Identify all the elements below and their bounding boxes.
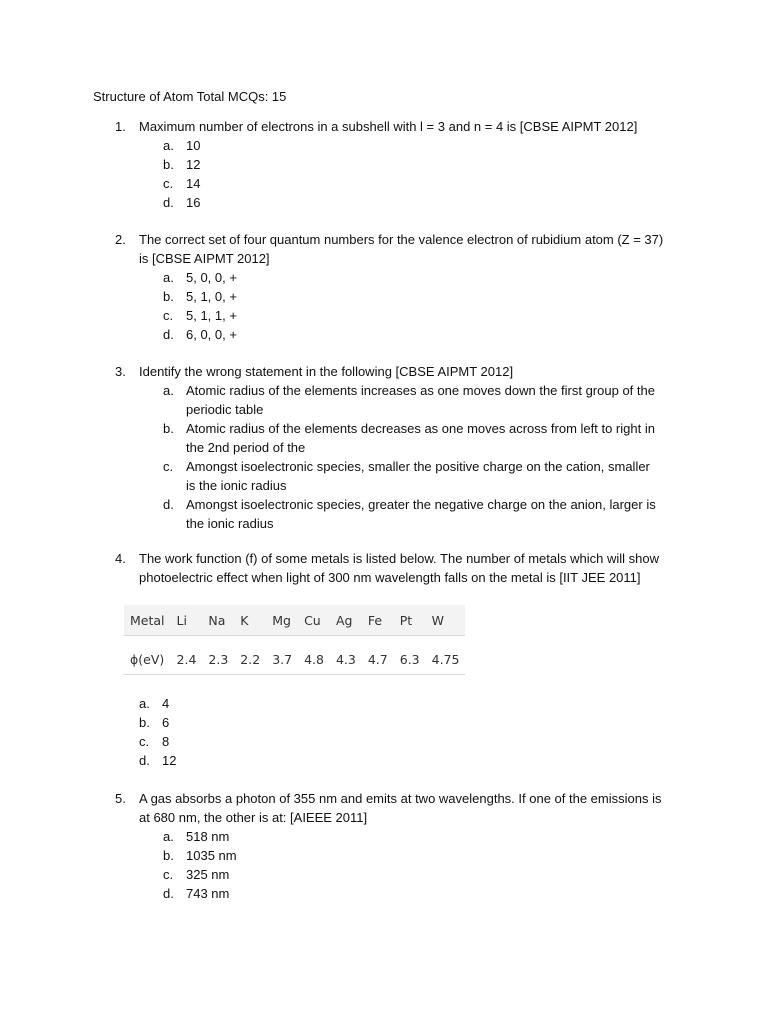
option-a: [163, 136, 656, 155]
option-a: [163, 268, 656, 287]
table-cell: 2.4: [171, 644, 203, 675]
table-cell: 4.75: [426, 644, 466, 675]
table-header-cell: Cu: [298, 605, 330, 636]
option-letter: a.: [163, 270, 174, 285]
table-header-cell: Fe: [362, 605, 394, 636]
option-letter: d.: [163, 327, 174, 342]
option-d: [163, 884, 656, 903]
option-text: 6: [162, 715, 170, 730]
table-cell: 4.7: [362, 644, 394, 675]
option-letter: b.: [163, 289, 174, 304]
table-header-cell: Li: [171, 605, 203, 636]
option-a: [163, 827, 656, 846]
option-a: [163, 381, 656, 419]
option-c: [163, 865, 656, 884]
option-list: [163, 136, 675, 212]
option-text: 10: [186, 138, 201, 153]
option-letter: c.: [163, 176, 174, 191]
option-b: [163, 155, 656, 174]
option-c: [163, 306, 656, 325]
option-list: [139, 694, 699, 770]
option-text: 12: [186, 157, 201, 172]
option-letter: c.: [139, 734, 150, 749]
option-letter: b.: [139, 715, 150, 730]
option-list: [163, 268, 675, 344]
table-header-cell: W: [426, 605, 466, 636]
option-text: 325 nm: [186, 867, 230, 882]
option-c: [163, 457, 656, 495]
table-cell: 4.3: [330, 644, 362, 675]
question-number: 1.: [115, 119, 126, 134]
question-stem: [115, 117, 675, 136]
question-number: 2.: [115, 232, 126, 247]
question-text: The correct set of four quantum numbers for the valence electron of rubidium atom (Z = 37) is [CBSE AIPMT 2012]: [139, 232, 664, 266]
option-letter: c.: [163, 459, 174, 474]
option-b: [163, 419, 656, 457]
question-1: [115, 117, 675, 212]
option-letter: a.: [163, 829, 174, 844]
option-letter: c.: [163, 867, 174, 882]
option-text: 8: [162, 734, 170, 749]
option-letter: d.: [163, 195, 174, 210]
option-letter: a.: [163, 383, 174, 398]
option-text: 5, 1, 0, +: [186, 289, 237, 304]
option-letter: b.: [163, 421, 174, 436]
option-letter: d.: [163, 497, 174, 512]
option-text: 518 nm: [186, 829, 230, 844]
option-letter: a.: [163, 138, 174, 153]
option-letter: c.: [163, 308, 174, 323]
question-text: Identify the wrong statement in the following [CBSE AIPMT 2012]: [139, 364, 514, 379]
option-text: Atomic radius of the elements increases as one moves down the first group of the periodic table: [186, 383, 655, 417]
document-title: Structure of Atom Total MCQs: 15: [93, 89, 287, 104]
question-stem: [115, 230, 675, 268]
option-text: 5, 0, 0, +: [186, 270, 237, 285]
question-number: 5.: [115, 791, 126, 806]
table-header-cell: Pt: [394, 605, 426, 636]
option-text: 12: [162, 753, 177, 768]
table-row: [124, 644, 465, 675]
option-a: [139, 694, 699, 713]
option-text: 1035 nm: [186, 848, 237, 863]
question-number: 3.: [115, 364, 126, 379]
question-text: A gas absorbs a photon of 355 nm and emits at two wavelengths. If one of the emissions is at 680 nm, the other is at: [AIEEE 2011]: [139, 791, 662, 825]
option-text: 743 nm: [186, 886, 230, 901]
question-number: 4.: [115, 551, 126, 566]
option-b: [163, 287, 656, 306]
option-text: 6, 0, 0, +: [186, 327, 237, 342]
option-text: 14: [186, 176, 201, 191]
question-4-options: [139, 694, 699, 770]
question-stem: [115, 362, 675, 381]
table-header-cell: Na: [202, 605, 234, 636]
question-3: [115, 362, 675, 533]
option-text: Amongst isoelectronic species, greater the negative charge on the anion, larger is the ionic radius: [186, 497, 656, 531]
table-cell: 2.3: [202, 644, 234, 675]
option-text: 5, 1, 1, +: [186, 308, 237, 323]
table-cell: 2.2: [234, 644, 266, 675]
option-list: [163, 827, 675, 903]
question-2: [115, 230, 675, 344]
option-letter: d.: [163, 886, 174, 901]
table-cell: 3.7: [266, 644, 298, 675]
question-text: Maximum number of electrons in a subshell with l = 3 and n = 4 is [CBSE AIPMT 2012]: [139, 119, 638, 134]
table-cell: 4.8: [298, 644, 330, 675]
table-header-cell: Mg: [266, 605, 298, 636]
option-text: 4: [162, 696, 170, 711]
question-stem: [115, 789, 675, 827]
work-function-table: [124, 605, 465, 675]
option-b: [139, 713, 699, 732]
option-d: [139, 751, 699, 770]
option-d: [163, 495, 656, 533]
question-stem: [115, 549, 675, 587]
option-d: [163, 325, 656, 344]
table-header-cell: Metal: [124, 605, 171, 636]
table-cell: 6.3: [394, 644, 426, 675]
option-letter: a.: [139, 696, 150, 711]
table-header-row: [124, 605, 465, 636]
question-5: [115, 789, 675, 903]
option-b: [163, 846, 656, 865]
question-4: [115, 549, 675, 587]
option-list: [163, 381, 675, 533]
option-d: [163, 193, 656, 212]
table-cell: ϕ(eV): [124, 644, 171, 675]
option-text: Amongst isoelectronic species, smaller the positive charge on the cation, smaller is the ionic radius: [186, 459, 650, 493]
option-c: [163, 174, 656, 193]
option-letter: d.: [139, 753, 150, 768]
table-spacer-row: [124, 636, 465, 645]
option-letter: b.: [163, 157, 174, 172]
option-text: Atomic radius of the elements decreases as one moves across from left to right in the 2nd period of the: [186, 421, 655, 455]
question-text: The work function (f) of some metals is listed below. The number of metals which will show photoelectric effect when light of 300 nm wavelength falls on the metal is [IIT JEE 2011]: [139, 551, 659, 585]
table-header-cell: K: [234, 605, 266, 636]
option-c: [139, 732, 699, 751]
option-letter: b.: [163, 848, 174, 863]
table-header-cell: Ag: [330, 605, 362, 636]
option-text: 16: [186, 195, 201, 210]
